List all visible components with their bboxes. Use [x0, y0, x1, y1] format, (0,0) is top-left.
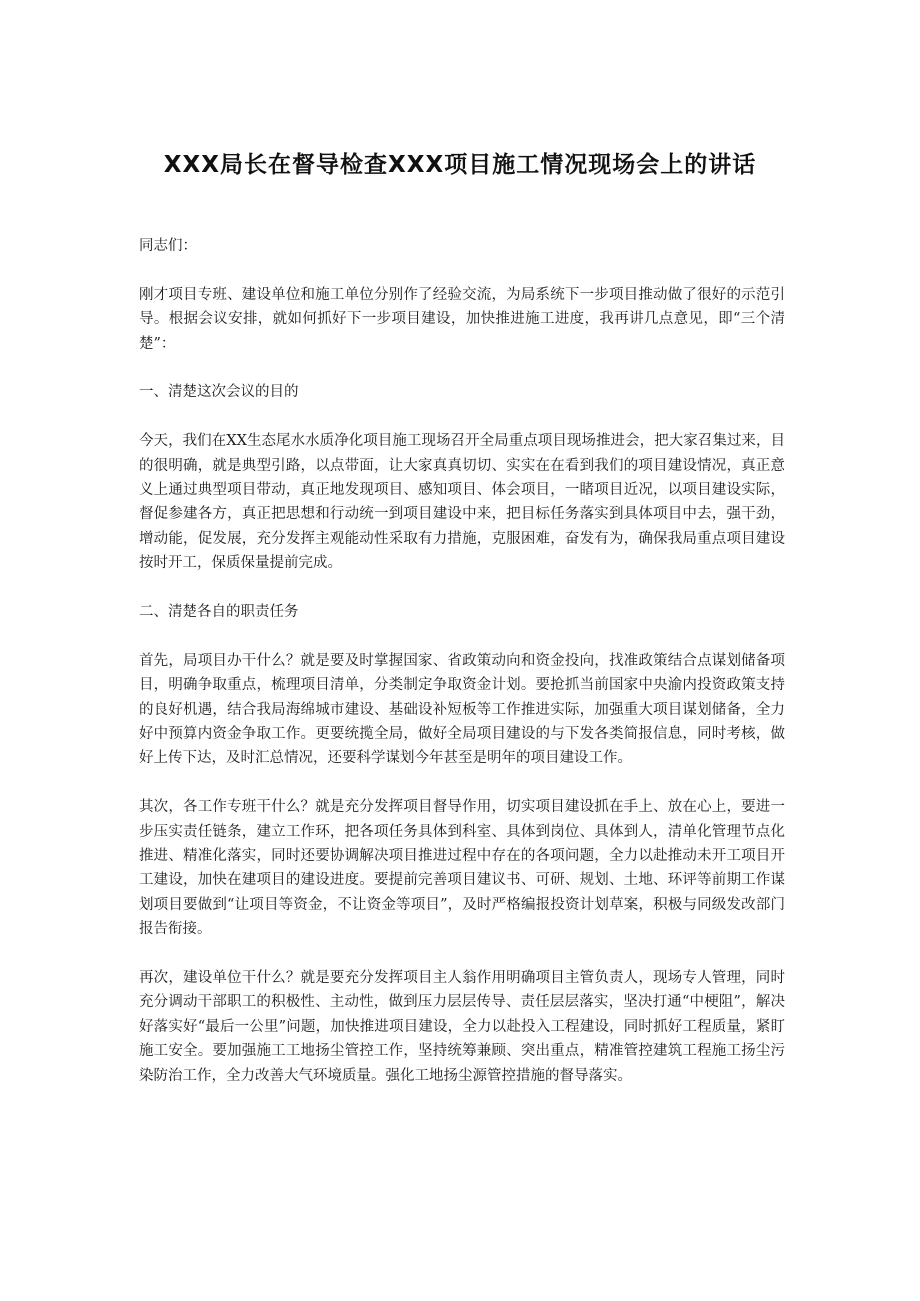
- salutation: 同志们：: [139, 238, 197, 254]
- document-title: XXX局长在督导检查XXX项目施工情况现场会上的讲话: [163, 152, 757, 178]
- paragraph-construction-units: 再次，建设单位干什么？就是要充分发挥项目主人翁作用明确项目主管负责人，现场专人管理，同时充分调动干部职工的积极性、主动性，做到压力层层传导、责任层层落实，坚决打通“中梗阻”，解决好落实好“最后一公里”问题，加快推进项目建设，全力以赴投入工程建设，同时抓好工程质量，紧盯施工安全。要加强施工工地扬尘管控工作，坚持统筹兼顾、突出重点，精准管控建筑工程施工扬尘污染防治工作，全力改善大气环境质量。强化工地扬尘源管控措施的督导落实。: [139, 970, 785, 1084]
- section-heading-responsibilities: 二、清楚各自的职责任务: [139, 604, 299, 621]
- intro-paragraph: 刚才项目专班、建设单位和施工单位分别作了经验交流，为局系统下一步项目推动做了很好的示范引导。根据会议安排，就如何抓好下一步项目建设，加快推进施工进度，我再讲几点意见，即“三个清楚”：: [139, 286, 785, 352]
- document-body: [139, 234, 785, 1113]
- paragraph-project-office: 首先，局项目办干什么？就是要及时掌握国家、省政策动向和资金投向，找准政策结合点谋划储备项目，明确争取重点，梳理项目清单，分类制定争取资金计划。要抢抓当前国家中央渝内投资政策支持的良好机遇，结合我局海绵城市建设、基础设补短板等工作推进实际，加强重大项目谋划储备，全力好中预算内资金争取工作。更要统揽全局，做好全局项目建设的与下发各类简报信息，同时考核，做好上传下达，及时汇总情况，还要科学谋划今年甚至是明年的项目建设工作。: [139, 652, 785, 767]
- paragraph-work-teams: 其次，各工作专班干什么？就是充分发挥项目督导作用，切实项目建设抓在手上、放在心上，要进一步压实责任链条，建立工作环，把各项任务具体到科室、具体到岗位、具体到人，清单化管理节点化推进、精准化落实，同时还要协调解决项目推进过程中存在的各项问题，全力以赴推动未开工项目开工建设，加快在建项目的建设进度。要提前完善项目建议书、可研、规划、土地、环评等前期工作谋划项目要做到“让项目等资金，不让资金等项目”，及时严格编报投资计划草案，积极与同级发改部门报告衔接。: [139, 799, 785, 938]
- paragraph-purpose: 今天，我们在XX生态尾水水质净化项目施工现场召开全局重点项目现场推进会，把大家召集过来，目的很明确，就是典型引路，以点带面，让大家真真切切、实实在在看到我们的项目建设情况，真正意义上通过典型项目带动，真正地发现项目、感知项目、体会项目，一睹项目近况，以项目建设实际，督促参建各方，真正把思想和行动统一到项目建设中来，把目标任务落实到具体项目中去，强干劲，增动能，促发展，充分发挥主观能动性采取有力措施，克服困难，奋发有为，确保我局重点项目建设按时开工，保质保量提前完成。: [139, 433, 785, 572]
- section-heading-purpose: 一、清楚这次会议的目的: [139, 384, 299, 401]
